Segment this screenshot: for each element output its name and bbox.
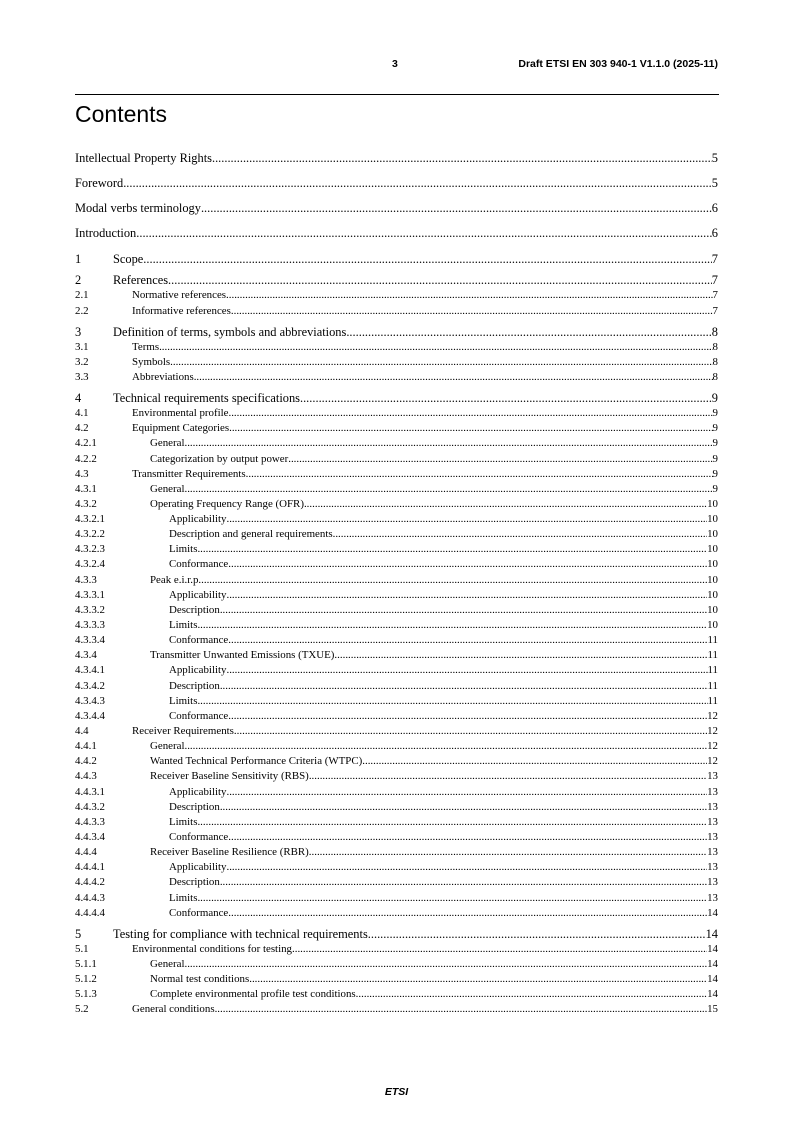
toc-entry-page: 7 — [711, 252, 718, 267]
toc-entry-page: 10 — [707, 619, 718, 632]
toc-entry-page: 9 — [712, 422, 718, 435]
toc-entry-page: 14 — [707, 942, 718, 955]
toc-entry[interactable] — [75, 754, 718, 769]
toc-entry-title: Environmental conditions for testing — [132, 942, 293, 955]
toc-entry-title: Conformance — [169, 634, 229, 647]
toc-entry-page: 9 — [712, 482, 718, 495]
toc-entry-number: 4.4.3.2 — [75, 800, 105, 813]
toc-entry-number: 1 — [75, 252, 82, 267]
toc-dot-leader — [201, 196, 712, 221]
toc-entry-title: General — [150, 437, 185, 450]
toc-entry-number: 4.3.4.3 — [75, 694, 105, 707]
toc-entry-number: 4.3.4 — [75, 649, 97, 662]
toc-entry-number: 4.3.2 — [75, 497, 97, 510]
toc-entry[interactable] — [75, 588, 718, 603]
toc-entry[interactable] — [75, 1002, 718, 1017]
toc-dot-leader — [220, 603, 707, 618]
toc-dot-leader — [143, 252, 712, 267]
toc-entry-page: 12 — [707, 725, 718, 738]
toc-entry-page: 13 — [707, 861, 718, 874]
toc-entry-page: 11 — [707, 694, 718, 707]
toc-entry-number: 4.3.2.2 — [75, 528, 105, 541]
toc-entry-page: 10 — [707, 543, 718, 556]
toc-dot-leader — [300, 391, 712, 406]
toc-entry[interactable] — [75, 603, 718, 618]
toc-entry-number: 4.1 — [75, 407, 89, 420]
toc-entry-title: Applicability — [169, 861, 227, 874]
toc-entry-page: 9 — [711, 391, 718, 406]
toc-entry[interactable] — [75, 340, 718, 355]
toc-entry-page: 9 — [712, 437, 718, 450]
toc-dot-leader — [228, 830, 707, 845]
toc-entry-title: Applicability — [169, 664, 227, 677]
toc-entry-page: 13 — [707, 846, 718, 859]
toc-entry[interactable] — [75, 618, 718, 633]
toc-dot-leader — [170, 355, 712, 370]
toc-entry-title: Operating Frequency Range (OFR) — [150, 497, 304, 510]
toc-entry-title: Technical requirements specifications — [113, 391, 300, 406]
toc-entry-title: Conformance — [169, 906, 229, 919]
toc-entry-title: Transmitter Requirements — [132, 467, 246, 480]
toc-dot-leader — [333, 527, 708, 542]
toc-entry[interactable] — [75, 221, 718, 246]
toc-entry-title: Description and general requirements — [169, 528, 333, 541]
toc-dot-leader — [228, 906, 707, 921]
toc-dot-leader — [220, 679, 708, 694]
toc-entry-number: 4.4.4.3 — [75, 891, 105, 904]
toc-dot-leader — [220, 800, 707, 815]
toc-entry-title: Modal verbs terminology — [75, 201, 201, 216]
toc-dot-leader — [212, 146, 712, 171]
toc-entry-number: 5.1 — [75, 942, 89, 955]
toc-dot-leader — [159, 340, 712, 355]
toc-entry-number: 4.4.4 — [75, 846, 97, 859]
toc-entry-title: Intellectual Property Rights — [75, 151, 212, 165]
toc-dot-leader — [168, 273, 712, 288]
toc-dot-leader — [249, 972, 707, 987]
toc-entry-title: Scope — [113, 252, 144, 267]
toc-entry[interactable] — [75, 171, 718, 196]
toc-entry-page: 14 — [707, 988, 718, 1001]
toc-entry-title: Applicability — [169, 513, 227, 526]
toc-entry-title: Testing for compliance with technical requirements — [113, 926, 368, 941]
document-identifier: Draft ETSI EN 303 940-1 V1.1.0 (2025-11) — [518, 58, 718, 70]
toc-entry-page: 10 — [707, 513, 718, 526]
toc-entry[interactable] — [75, 906, 718, 921]
toc-entry-page: 13 — [707, 891, 718, 904]
toc-entry-title: Limits — [169, 694, 198, 707]
toc-entry-number: 4.4.3.4 — [75, 831, 105, 844]
toc-entry[interactable] — [75, 709, 718, 724]
toc-entry[interactable] — [75, 467, 718, 482]
toc-entry[interactable] — [75, 845, 718, 860]
toc-entry-page: 13 — [707, 785, 718, 798]
toc-entry-page: 8 — [712, 370, 718, 383]
toc-entry[interactable] — [75, 196, 718, 221]
toc-dot-leader — [184, 482, 712, 497]
toc-entry-number: 3.3 — [75, 370, 89, 383]
toc-dot-leader — [226, 663, 707, 678]
toc-entry-number: 4.3 — [75, 467, 89, 480]
toc-entry-page: 14 — [707, 906, 718, 919]
toc-entry-page: 13 — [707, 770, 718, 783]
toc-entry-page: 14 — [707, 958, 718, 970]
toc-entry[interactable] — [75, 860, 718, 875]
toc-entry-title: Terms — [132, 340, 160, 353]
toc-dot-leader — [123, 171, 712, 196]
toc-entry-title: Wanted Technical Performance Criteria (WTPC) — [150, 755, 363, 768]
toc-entry[interactable] — [75, 452, 718, 467]
toc-dot-leader — [246, 467, 713, 482]
toc-entry-title: Limits — [169, 891, 198, 904]
toc-dot-leader — [197, 891, 707, 906]
toc-entry-title: Conformance — [169, 831, 229, 844]
toc-entry-title: Applicability — [169, 785, 227, 798]
toc-entry-number: 4.2.2 — [75, 452, 97, 465]
toc-dot-leader — [229, 421, 712, 436]
toc-dot-leader — [197, 694, 707, 709]
toc-entry-page: 11 — [707, 679, 718, 692]
toc-entry-page: 14 — [705, 926, 718, 941]
toc-dot-leader — [228, 406, 712, 421]
toc-entry-page: 10 — [707, 588, 718, 601]
toc-entry-title: Informative references — [132, 304, 231, 317]
toc-entry-title: Environmental profile — [132, 407, 229, 420]
toc-entry[interactable] — [75, 957, 718, 972]
toc-entry[interactable] — [75, 891, 718, 906]
toc-entry-page: 9 — [712, 407, 718, 420]
toc-dot-leader — [194, 370, 713, 385]
toc-entry-page: 10 — [707, 528, 718, 541]
toc-dot-leader — [184, 957, 707, 972]
toc-entry[interactable] — [75, 355, 718, 370]
toc-entry-page: 5 — [711, 176, 718, 191]
toc-entry-title: Equipment Categories — [132, 422, 230, 435]
toc-dot-leader — [201, 573, 707, 588]
toc-entry[interactable] — [75, 573, 718, 588]
toc-entry-title: General — [150, 740, 185, 753]
toc-dot-leader — [226, 512, 707, 527]
toc-entry-page: 13 — [707, 800, 718, 813]
toc-entry-number: 4.4.4.2 — [75, 876, 105, 889]
toc-entry-number: 4.4.4.1 — [75, 861, 105, 874]
toc-dot-leader — [334, 648, 707, 663]
toc-entry-title: Receiver Baseline Sensitivity (RBS) — [150, 770, 309, 783]
toc-dot-leader — [215, 1002, 708, 1017]
toc-entry-number: 3.2 — [75, 355, 89, 368]
toc-entry-page: 10 — [707, 497, 718, 510]
toc-entry[interactable] — [75, 739, 718, 754]
toc-dot-leader — [368, 927, 706, 942]
toc-entry-number: 4.4.1 — [75, 740, 97, 753]
toc-entry-number: 5.1.2 — [75, 973, 97, 986]
toc-entry-page: 12 — [707, 740, 718, 753]
toc-entry-title: Limits — [169, 543, 198, 556]
toc-entry-number: 4.4.3 — [75, 770, 97, 783]
toc-entry[interactable] — [75, 370, 718, 385]
toc-entry-title: Normal test conditions — [150, 973, 250, 986]
toc-entry-number: 4.2 — [75, 422, 89, 435]
toc-entry[interactable] — [75, 391, 718, 406]
toc-entry[interactable] — [75, 987, 718, 1002]
toc-entry-number: 4.3.2.4 — [75, 558, 105, 571]
toc-entry[interactable] — [75, 875, 718, 890]
toc-entry[interactable] — [75, 785, 718, 800]
toc-entry-title: General conditions — [132, 1003, 215, 1016]
toc-entry-title: Peak e.i.r.p. — [150, 573, 202, 586]
toc-dot-leader — [226, 860, 707, 875]
toc-entry-page: 13 — [707, 815, 718, 828]
toc-dot-leader — [292, 942, 707, 957]
toc-entry-number: 4.3.2.1 — [75, 513, 105, 526]
toc-entry-page: 9 — [712, 452, 718, 465]
toc-entry[interactable] — [75, 273, 718, 288]
toc-entry-page: 11 — [707, 634, 718, 647]
toc-entry-number: 5.2 — [75, 1003, 89, 1016]
toc-entry[interactable] — [75, 830, 718, 845]
toc-entry[interactable] — [75, 815, 718, 830]
toc-dot-leader — [184, 739, 707, 754]
toc-entry-title: Symbols — [132, 355, 171, 368]
toc-entry-number: 4.3.3.3 — [75, 619, 105, 632]
toc-entry-page: 15 — [707, 1003, 718, 1016]
toc-entry-number: 3 — [75, 324, 82, 339]
toc-dot-leader — [136, 221, 712, 246]
toc-entry[interactable] — [75, 512, 718, 527]
toc-entry-title: Description — [169, 876, 220, 889]
toc-entry-number: 3.1 — [75, 340, 89, 353]
toc-entry[interactable] — [75, 694, 718, 709]
toc-entry-number: 4.3.3.1 — [75, 588, 105, 601]
toc-entry-number: 4.3.2.3 — [75, 543, 105, 556]
toc-entry-title: Foreword — [75, 176, 124, 191]
toc-dot-leader — [362, 754, 707, 769]
toc-entry-title: Description — [169, 800, 220, 813]
toc-entry[interactable] — [75, 304, 718, 319]
toc-entry[interactable] — [75, 436, 718, 451]
toc-entry-title: Description — [169, 679, 220, 692]
toc-entry-title: Complete environmental profile test conditions — [150, 988, 356, 1001]
toc-entry-page: 8 — [712, 355, 718, 368]
toc-entry-page: 7 — [712, 304, 718, 317]
toc-entry-number: 4.3.3.4 — [75, 634, 105, 647]
toc-entry-number: 4.4.4.4 — [75, 906, 105, 919]
toc-entry-title: Description — [169, 603, 220, 616]
toc-entry-page: 13 — [707, 876, 718, 889]
toc-entry-number: 4.3.4.4 — [75, 709, 105, 722]
toc-dot-leader — [346, 325, 711, 340]
toc-entry-number: 4.3.4.2 — [75, 679, 105, 692]
toc-dot-leader — [197, 618, 707, 633]
toc-entry-number: 5.1.3 — [75, 988, 97, 1001]
toc-entry-number: 4.4.3.1 — [75, 785, 105, 798]
toc-dot-leader — [231, 304, 713, 319]
toc-entry-title: Limits — [169, 815, 198, 828]
toc-entry[interactable] — [75, 942, 718, 957]
toc-entry[interactable] — [75, 972, 718, 987]
toc-entry-page: 7 — [711, 273, 718, 288]
toc-entry-number: 2.1 — [75, 289, 89, 302]
toc-entry[interactable] — [75, 325, 718, 340]
toc-dot-leader — [304, 497, 707, 512]
toc-entry[interactable] — [75, 633, 718, 648]
toc-entry[interactable] — [75, 679, 718, 694]
toc-entry-number: 4.4 — [75, 725, 89, 738]
toc-dot-leader — [226, 785, 707, 800]
toc-dot-leader — [288, 452, 712, 467]
toc-entry-page: 11 — [707, 649, 718, 662]
toc-entry[interactable] — [75, 542, 718, 557]
toc-dot-leader — [234, 724, 707, 739]
toc-entry-page: 10 — [707, 573, 718, 586]
toc-dot-leader — [226, 588, 707, 603]
toc-entry-page: 8 — [712, 340, 718, 353]
toc-entry-page: 10 — [707, 558, 718, 571]
toc-entry-title: Categorization by output power — [150, 452, 289, 465]
toc-entry-page: 5 — [711, 151, 718, 165]
toc-dot-leader — [309, 845, 707, 860]
toc-entry-number: 4.2.1 — [75, 437, 97, 450]
toc-entry-number: 4 — [75, 391, 82, 406]
toc-dot-leader — [220, 875, 707, 890]
toc-dot-leader — [228, 557, 707, 572]
toc-entry[interactable] — [75, 146, 718, 171]
toc-dot-leader — [184, 436, 712, 451]
toc-entry-number: 4.4.2 — [75, 755, 97, 768]
toc-dot-leader — [228, 633, 707, 648]
toc-entry[interactable] — [75, 769, 718, 784]
toc-entry[interactable] — [75, 288, 718, 303]
toc-entry[interactable] — [75, 497, 718, 512]
toc-entry-page: 8 — [711, 324, 718, 339]
toc-dot-leader — [228, 709, 707, 724]
toc-entry-title: Normative references — [132, 289, 227, 302]
toc-dot-leader — [356, 987, 707, 1002]
toc-entry-page: 9 — [712, 467, 718, 480]
toc-entry-number: 2 — [75, 273, 82, 288]
toc-dot-leader — [197, 815, 707, 830]
toc-entry-number: 5.1.1 — [75, 958, 97, 970]
toc-entry-page: 11 — [707, 664, 718, 677]
toc-entry-number: 4.3.3 — [75, 573, 97, 586]
toc-entry-title: General — [150, 482, 185, 495]
toc-entry[interactable] — [75, 527, 718, 542]
toc-entry-title: Limits — [169, 619, 198, 632]
toc-entry[interactable] — [75, 663, 718, 678]
toc-dot-leader — [309, 769, 707, 784]
toc-entry-title: Conformance — [169, 709, 229, 722]
toc-dot-leader — [197, 542, 707, 557]
toc-entry-number: 2.2 — [75, 304, 89, 317]
toc-entry-page: 13 — [707, 831, 718, 844]
toc-entry[interactable] — [75, 252, 718, 267]
toc-entry-page: 7 — [712, 289, 718, 302]
toc-entry-page: 10 — [707, 603, 718, 616]
toc-entry-title: Receiver Requirements — [132, 725, 234, 738]
toc-entry-title: Applicability — [169, 588, 227, 601]
toc-entry-number: 5 — [75, 926, 82, 941]
toc-entry-title: General — [150, 958, 185, 970]
toc-entry-title: Introduction — [75, 226, 137, 241]
toc-entry[interactable] — [75, 421, 718, 436]
toc-entry-title: Conformance — [169, 558, 229, 571]
toc-entry[interactable] — [75, 927, 718, 942]
toc-entry-number: 4.3.1 — [75, 482, 97, 495]
header-rule — [75, 94, 719, 95]
toc-entry-title: Receiver Baseline Resilience (RBR) — [150, 846, 309, 859]
toc-entry-page: 12 — [707, 709, 718, 722]
toc-entry-page: 12 — [707, 755, 718, 768]
page-number: 3 — [392, 58, 398, 70]
toc-entry-number: 4.3.4.1 — [75, 664, 105, 677]
toc-entry[interactable] — [75, 724, 718, 739]
toc-entry-number: 4.3.3.2 — [75, 603, 105, 616]
toc-entry-page: 6 — [711, 226, 718, 241]
toc-dot-leader — [226, 288, 713, 303]
page-title: Contents — [75, 101, 168, 127]
toc-entry[interactable] — [75, 648, 718, 663]
toc-entry[interactable] — [75, 800, 718, 815]
toc-entry-number: 4.4.3.3 — [75, 815, 105, 828]
toc-entry-title: References — [113, 273, 169, 288]
toc-entry[interactable] — [75, 482, 718, 497]
toc-entry-title: Definition of terms, symbols and abbreviations — [113, 324, 347, 339]
toc-entry-page: 14 — [707, 973, 718, 986]
toc-entry[interactable] — [75, 406, 718, 421]
footer-etsi: ETSI — [384, 1086, 409, 1098]
toc-entry-title: Abbreviations — [132, 370, 194, 383]
toc-entry-title: Transmitter Unwanted Emissions (TXUE) — [150, 649, 335, 662]
toc-entry-page: 6 — [711, 201, 718, 216]
table-of-contents — [75, 146, 718, 1018]
toc-entry[interactable] — [75, 557, 718, 572]
